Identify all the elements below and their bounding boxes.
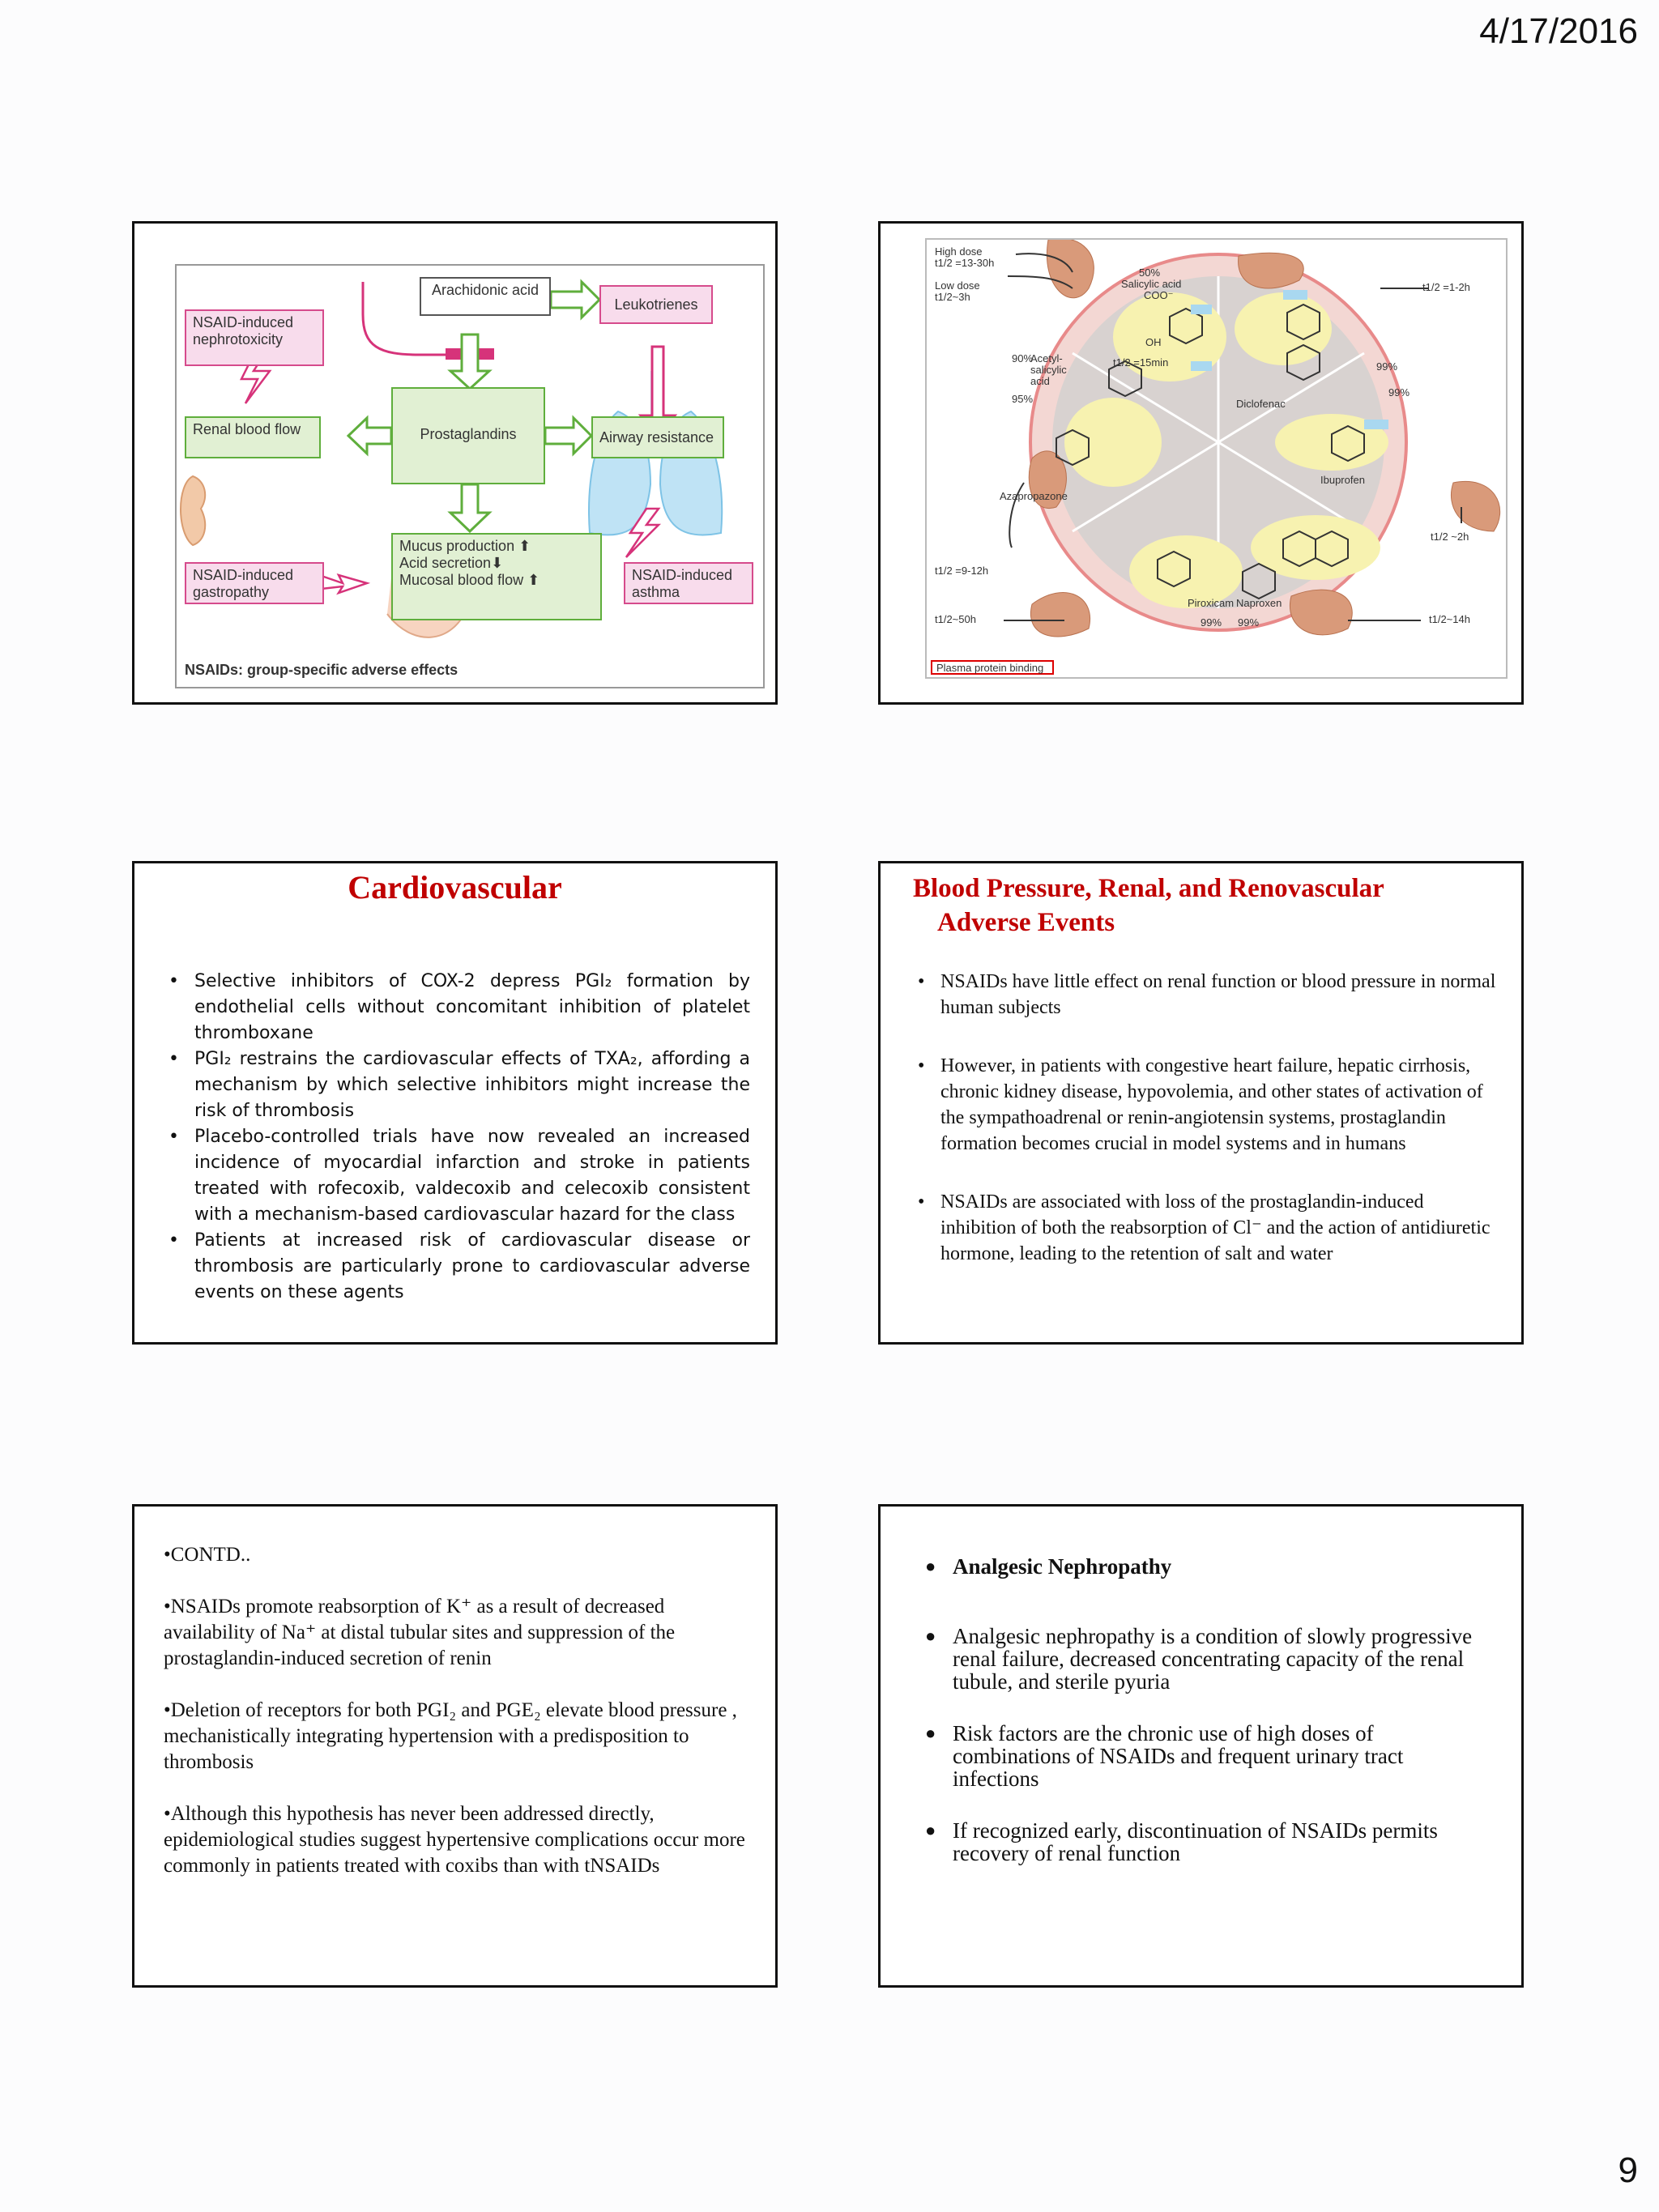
paragraph: •Although this hypothesis has never been addressed directly, epidemiological studies suggest hypertensive complications occur more commonly in patients treated with coxibs than with tNSAIDs	[164, 1803, 745, 1877]
bullet-list	[162, 969, 750, 1306]
asthma-box: NSAID-induced asthma	[624, 562, 753, 604]
acid-secretion-label: Acid secretion	[399, 555, 492, 571]
adverse-effects-diagram	[175, 264, 765, 688]
gastric-effects-box	[391, 533, 602, 620]
diclofenac-half-life: t1/2 =1-2h	[1422, 281, 1470, 293]
airway-resistance-box: Airway resistance	[591, 416, 724, 458]
fifty-percent-label: 50%	[1139, 266, 1161, 279]
list-item: • Placebo-controlled trials have now revealed an increased incidence of myocardial infarction and stroke in patients treated with rofecoxib, valdecoxib and celecoxib consistent with a mechanism-based cardiovascular hazard for the class	[162, 1124, 750, 1228]
ninety-percent-label: 90%	[1012, 352, 1034, 364]
naproxen-label: Naproxen	[1236, 597, 1282, 609]
list-item: • However, in patients with congestive heart failure, hepatic cirrhosis, chronic kidney disease, hypovolemia, and other states of activation of the sympathoadrenal or renin-angiotensin systems, prostaglandin formation becomes crucial in model systems and in humans	[913, 1053, 1496, 1157]
figure-caption: NSAIDs: group-specific adverse effects	[185, 662, 458, 678]
paragraph: •CONTD..	[164, 1544, 251, 1566]
list-item: • PGI₂ restrains the cardiovascular effects of TXA₂, affording a mechanism by which selective inhibitors might increase the risk of thrombosis	[162, 1046, 750, 1124]
prostaglandins-box: Prostaglandins	[391, 387, 545, 484]
slide-nsaid-adverse-effects-diagram	[132, 221, 778, 705]
asa-half-life: t1/2 =15min	[1113, 356, 1169, 369]
arrow-up-icon: ⬆	[518, 538, 531, 554]
acetylsalicylic-acid-label: Acetyl-salicylic acid	[1030, 352, 1067, 387]
list-item: • NSAIDs are associated with loss of the prostaglandin-induced inhibition of both the reabsorption of Cl⁻ and the action of antidiuretic hormone, leading to the retention of salt and water	[913, 1189, 1496, 1267]
protein-binding-graphics	[927, 240, 1506, 677]
ibuprofen-binding: 99%	[1388, 386, 1410, 399]
ninety-five-percent-label: 95%	[1012, 393, 1034, 405]
plasma-protein-binding-legend: Plasma protein binding	[936, 662, 1044, 674]
arrow-up-icon: ⬆	[527, 572, 540, 588]
nephrotoxicity-box: NSAID-induced nephrotoxicity	[185, 309, 324, 366]
title-line-2: Adverse Events	[937, 908, 1115, 937]
arrow-down-icon: ⬇	[491, 555, 504, 571]
slide-plasma-protein-binding-figure	[878, 221, 1524, 705]
diclofenac-label: Diclofenac	[1236, 398, 1286, 410]
slide-title	[913, 872, 1496, 940]
paragraph: •NSAIDs promote reabsorption of K⁺ as a result of decreased availability of Na⁺ at distal tubular sites and suppression of the prostaglandin-induced secretion of renin	[164, 1596, 676, 1669]
ibuprofen-half-life: t1/2 ~2h	[1431, 531, 1469, 543]
list-item: • NSAIDs have little effect on renal function or blood pressure in normal human subjects	[913, 969, 1496, 1021]
bullet-list	[925, 1555, 1492, 1894]
mucus-production-row	[399, 538, 594, 555]
azapropazone-half-life: t1/2 =9-12h	[935, 565, 989, 577]
piroxicam-label: Piroxicam	[1188, 597, 1235, 609]
slide-cardiovascular	[132, 861, 778, 1345]
renal-blood-flow-box: Renal blood flow	[185, 416, 321, 458]
piroxicam-half-life: t1/2~50h	[935, 613, 976, 625]
list-item: • Patients at increased risk of cardiovascular disease or thrombosis are particularly prone to cardiovascular adverse events on these agents	[162, 1228, 750, 1306]
protein-binding-figure	[925, 238, 1508, 679]
salicylic-acid-label: Salicylic acid	[1121, 278, 1182, 290]
low-dose-half-life: t1/2~3h	[935, 291, 970, 303]
mucosal-blood-flow-row	[399, 572, 594, 589]
low-dose-label: Low dose	[935, 279, 980, 292]
slide-analgesic-nephropathy	[878, 1504, 1524, 1988]
high-dose-label: High dose	[935, 245, 983, 258]
carboxylate-label: COO⁻	[1144, 289, 1174, 301]
gastropathy-box: NSAID-induced gastropathy	[185, 562, 324, 604]
slide-title: Cardiovascular	[348, 869, 562, 906]
naproxen-half-life: t1/2~14h	[1429, 613, 1470, 625]
mucus-production-label: Mucus production	[399, 538, 515, 554]
hydroxyl-label: OH	[1145, 336, 1162, 348]
bullet-list	[913, 969, 1496, 1299]
azapropazone-label: Azapropazone	[1000, 490, 1068, 502]
naproxen-binding: 99%	[1238, 616, 1260, 629]
page-number: 9	[1618, 2150, 1638, 2190]
header-date: 4/17/2016	[1479, 11, 1638, 51]
mucosal-blood-flow-label: Mucosal blood flow	[399, 572, 524, 588]
high-dose-half-life: t1/2 =13-30h	[935, 257, 995, 269]
piroxicam-binding: 99%	[1201, 616, 1222, 629]
list-item: ● If recognized early, discontinuation of NSAIDs permits recovery of renal function	[925, 1819, 1492, 1865]
arachidonic-acid-box: Arachidonic acid	[420, 277, 551, 316]
ibuprofen-label: Ibuprofen	[1320, 474, 1365, 486]
slide-blood-pressure-renal	[878, 861, 1524, 1345]
list-item: ● Risk factors are the chronic use of high doses of combinations of NSAIDs and frequent urinary tract infections	[925, 1722, 1492, 1790]
title-line-1: Blood Pressure, Renal, and Renovascular	[913, 874, 1384, 903]
leukotrienes-box: Leukotrienes	[599, 285, 713, 324]
list-heading: ● Analgesic Nephropathy	[925, 1555, 1492, 1578]
acid-secretion-row	[399, 555, 594, 572]
list-item: ● Analgesic nephropathy is a condition of slowly progressive renal failure, decreased concentrating capacity of the renal tubule, and sterile pyuria	[925, 1625, 1492, 1693]
text-block	[164, 1542, 747, 1905]
slide-contd	[132, 1504, 778, 1988]
paragraph: •Deletion of receptors for both PGI₂ and PGE₂ elevate blood pressure , mechanistically integrating hypertension with a predisposition to thrombosis	[164, 1699, 737, 1773]
diclofenac-binding: 99%	[1376, 360, 1398, 373]
list-item: • Selective inhibitors of COX-2 depress PGI₂ formation by endothelial cells without concomitant inhibition of platelet thromboxane	[162, 969, 750, 1046]
